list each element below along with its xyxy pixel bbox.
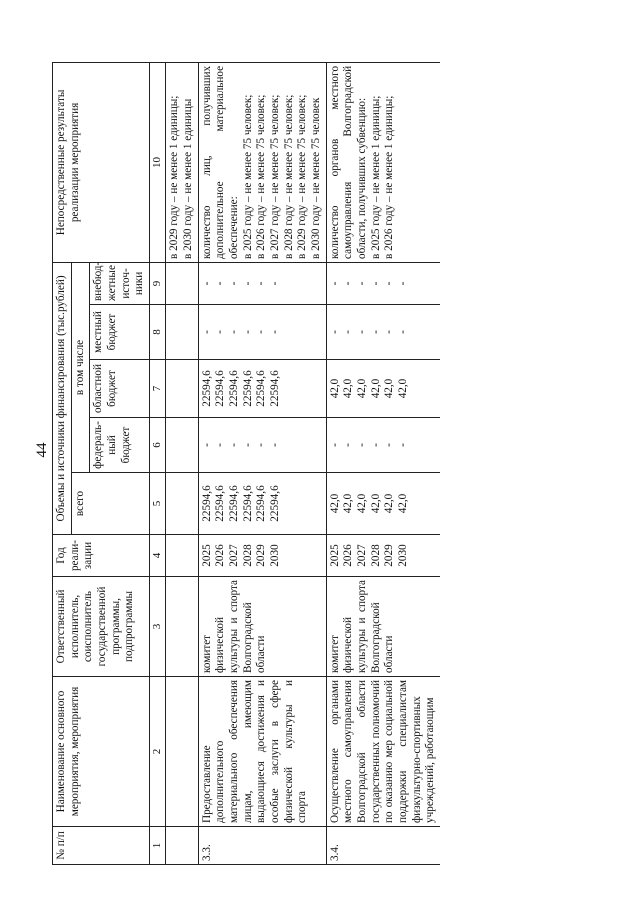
header-row-1 (53, 62, 72, 864)
result-line: в 2026 году – не менее 75 человек; (255, 94, 268, 259)
result-line: в 2025 году – не менее 1 единицы; (369, 95, 382, 259)
row-extrabudget: - - - - - - (198, 262, 326, 304)
row-num: 3.4. (326, 827, 440, 865)
result-line: в 2029 году – не менее 1 единицы; (168, 95, 181, 259)
col-number: 9 (149, 262, 165, 304)
header-federal: федераль-ный бюджет (90, 418, 150, 473)
header-regional: областной бюджет (90, 360, 150, 418)
header-including: в том числе (71, 262, 90, 472)
col-number: 3 (149, 577, 165, 677)
row-total: 22594,6 22594,6 22594,6 22594,6 22594,6 22594,6 (198, 473, 326, 535)
row-results (198, 62, 326, 262)
header-total: всего (71, 473, 149, 535)
header-num: № п/п (53, 827, 150, 865)
result-line: в 2030 году – не менее 1 единицы (182, 98, 194, 259)
header-results: Непосредственные результаты реализации мероприятия (53, 62, 150, 262)
program-table (52, 62, 440, 865)
carry-over-results (166, 62, 198, 262)
col-number: 6 (149, 418, 165, 473)
col-number: 1 (149, 827, 165, 865)
row-responsible: комитет физической культуры и спорта Волгоградской области (326, 577, 440, 677)
row-local: - - - - - - (326, 305, 440, 360)
row-results (326, 62, 440, 262)
col-number: 4 (149, 535, 165, 577)
row-extrabudget: - - - - - - (326, 262, 440, 304)
result-line: количество органов местного самоуправления Волгоградской области, получивших субвенцию: (328, 65, 368, 259)
row-regional: 42,0 42,0 42,0 42,0 42,0 42,0 (326, 360, 440, 418)
result-line: в 2025 году – не менее 75 человек; (241, 94, 254, 259)
col-number: 7 (149, 360, 165, 418)
row-regional: 22594,6 22594,6 22594,6 22594,6 22594,6 22594,6 (198, 360, 326, 418)
header-responsible: Ответственный исполнитель, соисполнитель государственной программы, подпрограммы (53, 577, 150, 677)
col-number: 10 (149, 62, 165, 262)
row-local: - - - - - - (198, 305, 326, 360)
table-row (326, 62, 440, 864)
col-number: 2 (149, 677, 165, 827)
col-number: 8 (149, 305, 165, 360)
result-line: в 2030 году – не менее 75 человек (309, 97, 322, 259)
result-line: в 2028 году – не менее 75 человек; (282, 94, 295, 259)
header-name: Наименование основного мероприятия, мероприятия (53, 677, 150, 827)
result-line: в 2029 году – не менее 75 человек; (296, 94, 309, 259)
page-number: 44 (34, 442, 50, 458)
header-year: Год реали-зации (53, 535, 150, 577)
column-number-row (149, 62, 165, 864)
header-local: местный бюджет (90, 305, 150, 360)
row-num: 3.3. (198, 827, 326, 865)
row-years: 2025 2026 2027 2028 2029 2030 (326, 535, 440, 577)
header-extrabudget: внебюд-жетные источ-ники (90, 262, 150, 304)
row-name: Предоставление дополнительного материального обеспечения лицам, имеющим выдающиеся достижения и особые заслуги в сфере физической культуры и спорта (198, 677, 326, 827)
carry-over-row (166, 62, 198, 864)
result-line: количество лиц, получивших дополнительное материальное обеспечение: (200, 65, 240, 259)
row-federal: - - - - - - (326, 418, 440, 473)
header-financing: Объемы и источники финансирования (тыс.рублей) (53, 262, 72, 534)
row-years: 2025 2026 2027 2028 2029 2030 (198, 535, 326, 577)
result-line: в 2027 году – не менее 75 человек; (268, 94, 281, 259)
row-name: Осуществление органами местного самоуправления Волгоградской области государственных полномочий по оказанию мер социальной поддержки специалистам физкультурно-спортивных учреждений, работающим (326, 677, 440, 827)
table-row (198, 62, 326, 864)
row-responsible: комитет физической культуры и спорта Волгоградской области (198, 577, 326, 677)
row-federal: - - - - - - (198, 418, 326, 473)
result-line: в 2026 году – не менее 1 единицы; (383, 95, 396, 259)
row-total: 42,0 42,0 42,0 42,0 42,0 42,0 (326, 473, 440, 535)
col-number: 5 (149, 473, 165, 535)
